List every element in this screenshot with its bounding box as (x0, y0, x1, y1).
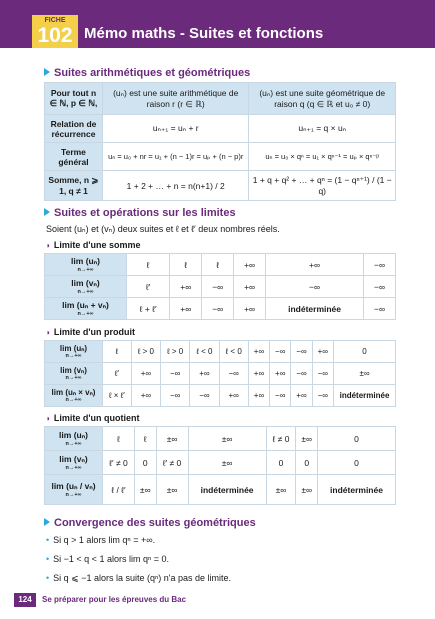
row-label: Somme, n ⩾ 1, q ≠ 1 (45, 171, 103, 201)
table-cell: +∞ (170, 298, 202, 320)
table-cell: −∞ (161, 385, 190, 407)
table-cell: ℓ + ℓ′ (127, 298, 170, 320)
table-cell: 0 (318, 427, 396, 451)
table-cell: +∞ (248, 385, 269, 407)
table-cell: ℓ < 0 (190, 341, 219, 363)
row-label (45, 475, 103, 505)
row-label-text: lim (vₙ) (59, 454, 88, 464)
table-cell: ℓ (170, 254, 202, 276)
table-cell: ±∞ (135, 475, 156, 505)
table-cell: ℓ′ ≠ 0 (103, 451, 135, 475)
table-cell: 1 + 2 + … + n = n(n+1) / 2 (102, 171, 249, 201)
sum-limits-table (44, 253, 396, 320)
table-cell: ±∞ (188, 451, 266, 475)
row-label (45, 363, 103, 385)
fiche-number: 102 (37, 24, 73, 47)
fiche-badge (32, 15, 78, 48)
table-cell: +∞ (131, 363, 160, 385)
quotient-subtitle: ◗ Limite d'un quotient (46, 413, 139, 423)
table-row (45, 475, 396, 505)
table-cell: +∞ (170, 276, 202, 298)
table-cell: 0 (266, 451, 296, 475)
list-item: • Si q ⩽ −1 alors la suite (qⁿ) n'a pas de limite. (46, 573, 231, 584)
table-cell: indéterminée (334, 385, 396, 407)
table-cell: indéterminée (318, 475, 396, 505)
table-cell: ℓ (103, 427, 135, 451)
table-cell: ℓ (135, 427, 156, 451)
row-label (45, 385, 103, 407)
table-cell: −∞ (190, 385, 219, 407)
row-label: Terme général (45, 143, 103, 171)
row-label-text: lim (vₙ) (60, 366, 87, 375)
table-row (45, 254, 396, 276)
table-cell: +∞ (248, 363, 269, 385)
table-row (45, 451, 396, 475)
table-cell: −∞ (219, 363, 248, 385)
table-cell: ℓ × ℓ′ (103, 385, 132, 407)
table-cell: ℓ′ (127, 276, 170, 298)
table-cell: ℓ > 0 (161, 341, 190, 363)
row-label: Relation de récurrence (45, 115, 103, 143)
table-cell: ±∞ (334, 363, 396, 385)
arith-geo-table (44, 82, 396, 201)
product-limits-table (44, 340, 396, 407)
page-title: Mémo maths - Suites et fonctions (84, 25, 324, 42)
fiche-label: FICHE (44, 17, 66, 24)
table-cell: 1 + q + q² + … + qⁿ = (1 − qⁿ⁺¹) / (1 − q) (249, 171, 396, 201)
quotient-limits-table (44, 426, 396, 505)
table-row (45, 143, 396, 171)
table-cell: −∞ (291, 341, 312, 363)
table-cell: indéterminée (188, 475, 266, 505)
table-cell: −∞ (270, 341, 291, 363)
table-cell: −∞ (202, 298, 234, 320)
table-cell: +∞ (312, 341, 333, 363)
limit-subscript: n→+∞ (65, 465, 82, 471)
row-label-text: lim (vₙ) (71, 278, 100, 288)
table-cell: −∞ (270, 385, 291, 407)
header-cell: (uₙ) est une suite géométrique de raison q (q ∈ ℝ et u₀ ≠ 0) (249, 83, 396, 115)
section-title-arith-geo: Suites arithmétiques et géométriques (44, 67, 250, 79)
header-cell: Pour tout n ∈ ℕ, p ∈ ℕ, (45, 83, 103, 115)
section-title-convergence: Convergence des suites géométriques (44, 517, 256, 529)
table-cell: uₙ = u₀ × qⁿ = u₁ × qⁿ⁻¹ = uₚ × qⁿ⁻ᵖ (249, 143, 396, 171)
row-label-text: lim (uₙ × vₙ) (51, 388, 96, 397)
table-cell: +∞ (248, 341, 269, 363)
table-cell: ℓ′ (103, 363, 132, 385)
limit-subscript: n→+∞ (77, 267, 94, 273)
list-item: • Si −1 < q < 1 alors lim qⁿ = 0. (46, 554, 169, 564)
table-cell: ℓ / ℓ′ (103, 475, 135, 505)
list-item: • Si q > 1 alors lim qⁿ = +∞. (46, 535, 155, 545)
header-cell: (uₙ) est une suite arithmétique de raison r (r ∈ ℝ) (102, 83, 249, 115)
table-row (45, 427, 396, 451)
table-cell: +∞ (190, 363, 219, 385)
limit-subscript: n→+∞ (65, 441, 82, 447)
row-label-text: lim (uₙ / vₙ) (51, 481, 96, 491)
footer-text: Se préparer pour les épreuves du Bac (42, 595, 187, 604)
table-header-row (45, 83, 396, 115)
table-row (45, 298, 396, 320)
table-cell: indéterminée (266, 298, 364, 320)
product-subtitle: ◗ Limite d'un produit (46, 327, 135, 337)
sum-subtitle: ◗ Limite d'une somme (46, 240, 141, 250)
table-cell: −∞ (266, 276, 364, 298)
table-cell: ℓ ≠ 0 (266, 427, 296, 451)
table-cell: ℓ (103, 341, 132, 363)
table-cell: ±∞ (296, 427, 318, 451)
table-cell: 0 (135, 451, 156, 475)
table-cell: −∞ (312, 363, 333, 385)
section-title-limits: Suites et opérations sur les limites (44, 207, 236, 219)
table-cell: 0 (334, 341, 396, 363)
table-cell: ±∞ (156, 427, 188, 451)
table-cell: ±∞ (296, 475, 318, 505)
table-cell: uₙ₊₁ = uₙ + r (102, 115, 249, 143)
table-cell: −∞ (161, 363, 190, 385)
table-cell: uₙ₊₁ = q × uₙ (249, 115, 396, 143)
table-cell: ℓ′ ≠ 0 (156, 451, 188, 475)
table-row (45, 115, 396, 143)
table-cell: uₙ = u₀ + nr = u₁ + (n − 1)r = uₚ + (n − p)r (102, 143, 249, 171)
table-row (45, 363, 396, 385)
row-label (45, 276, 127, 298)
limit-subscript: n→+∞ (65, 375, 82, 381)
table-cell: +∞ (131, 385, 160, 407)
limit-subscript: n→+∞ (77, 311, 94, 317)
table-row (45, 385, 396, 407)
table-cell: +∞ (266, 254, 364, 276)
row-label (45, 298, 127, 320)
limit-subscript: n→+∞ (65, 353, 82, 359)
limit-subscript: n→+∞ (65, 397, 82, 403)
table-cell: +∞ (270, 363, 291, 385)
table-cell: 0 (318, 451, 396, 475)
row-label-text: lim (uₙ) (71, 256, 100, 266)
row-label-text: lim (uₙ) (59, 344, 88, 353)
table-cell: ±∞ (188, 427, 266, 451)
table-cell: ±∞ (266, 475, 296, 505)
table-cell: −∞ (312, 385, 333, 407)
table-row (45, 171, 396, 201)
table-cell: +∞ (234, 298, 266, 320)
table-cell: −∞ (202, 276, 234, 298)
page-header (0, 0, 435, 48)
row-label (45, 254, 127, 276)
row-label-text: lim (uₙ + vₙ) (62, 300, 109, 310)
row-label (45, 341, 103, 363)
limit-subscript: n→+∞ (77, 289, 94, 295)
table-cell: ℓ < 0 (219, 341, 248, 363)
table-cell: 0 (296, 451, 318, 475)
table-cell: −∞ (364, 276, 396, 298)
table-cell: ℓ > 0 (131, 341, 160, 363)
row-label-text: lim (uₙ) (59, 430, 88, 440)
table-cell: −∞ (364, 298, 396, 320)
limits-intro: Soient (uₙ) et (vₙ) deux suites et ℓ et ℓ′ deux nombres réels. (46, 224, 280, 234)
limit-subscript: n→+∞ (65, 492, 82, 498)
table-cell: +∞ (219, 385, 248, 407)
table-cell: ℓ (127, 254, 170, 276)
table-cell: +∞ (234, 254, 266, 276)
row-label (45, 451, 103, 475)
table-row (45, 341, 396, 363)
table-cell: +∞ (291, 385, 312, 407)
table-cell: +∞ (234, 276, 266, 298)
table-cell: −∞ (364, 254, 396, 276)
table-cell: −∞ (291, 363, 312, 385)
table-row (45, 276, 396, 298)
row-label (45, 427, 103, 451)
table-cell: ±∞ (156, 475, 188, 505)
page-number: 124 (14, 593, 36, 607)
table-cell: ℓ (202, 254, 234, 276)
